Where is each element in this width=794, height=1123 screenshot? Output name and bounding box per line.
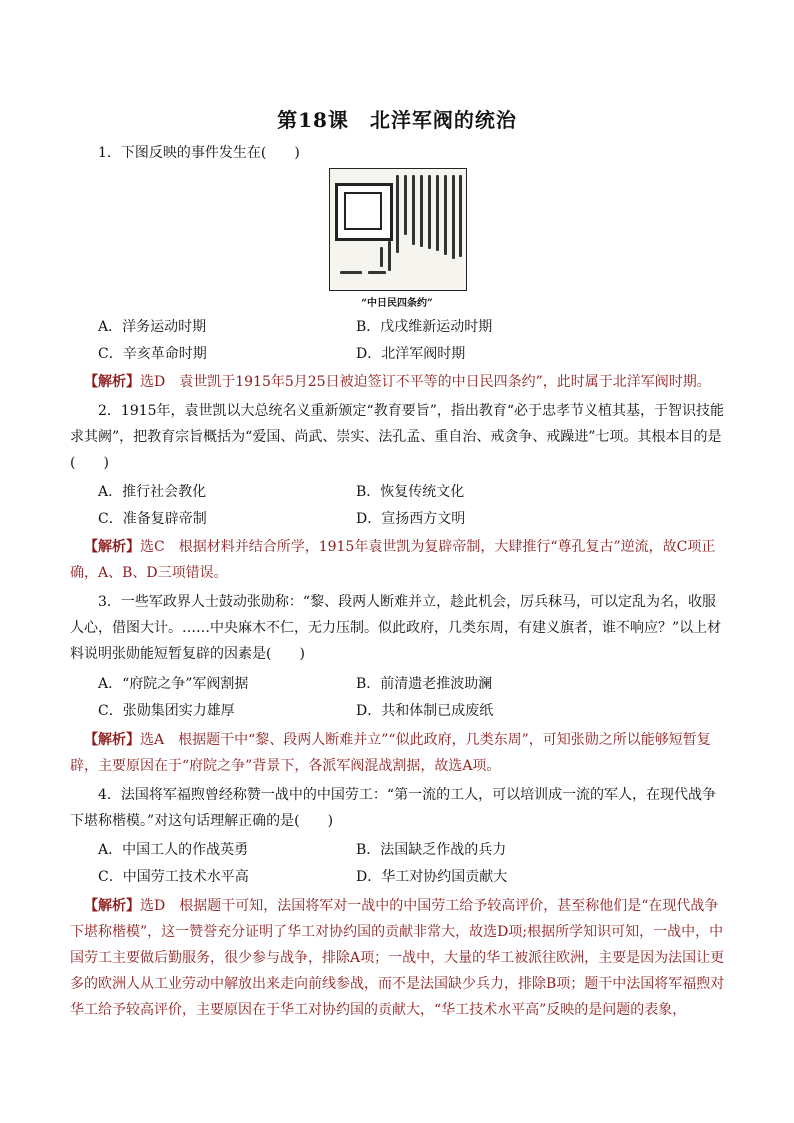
analysis-tag: 【解析】 [84,539,140,555]
analysis-tag: 【解析】 [84,732,140,748]
option-a: A．洋务运动时期 [98,319,207,335]
question-2-options [98,479,728,533]
option-d: D．北洋军阀时期 [356,346,466,362]
question-3-options [98,671,728,725]
treaty-document-image [329,168,467,291]
question-3-analysis [70,727,730,779]
question-1-options [98,314,728,368]
option-c: C．辛亥革命时期 [98,346,207,362]
option-c: C．张勋集团实力雄厚 [98,703,235,719]
option-d: D．华工对协约国贡献大 [356,869,508,885]
option-d: D．共和体制已成废纸 [356,703,494,719]
option-c: C．中国劳工技术水平高 [98,869,249,885]
analysis-text: 选D 袁世凯于1915年5月25日被迫签订不平等的中日民四条约”，此时属于北洋军阀时期。 [140,374,711,390]
analysis-tag: 【解析】 [84,374,140,390]
seal-stamp [335,183,393,241]
analysis-text: 选A 根据题干中“黎、段两人断难并立”“似此政府，几类东周”，可知张勋之所以能够短暂复辟，主要原因在于“府院之争”背景下，各派军阀混战割据，故选A项。 [70,732,711,774]
question-4-stem: 4．法国将军福煦曾经称赞一战中的中国劳工：“第一流的工人，可以培训成一流的军人，在现代战争下堪称楷模。”对这句话理解正确的是( ) [70,787,717,829]
option-b: B．法国缺乏作战的兵力 [356,842,507,858]
option-b: B．戊戌维新运动时期 [356,319,493,335]
question-1-analysis [70,369,730,395]
question-2-analysis [70,534,730,586]
option-c: C．准备复辟帝制 [98,511,207,527]
question-4-options [98,837,728,891]
analysis-text: 选C 根据材料并结合所学，1915年袁世凯为复辟帝制，大肆推行“尊孔复古”逆流，故C项正确，A、B、D三项错误。 [70,539,716,581]
question-2-stem: 2．1915年，袁世凯以大总统名义重新颁定“教育要旨”，指出教育“必于忠孝节义植其基，于智识技能求其阙”，把教育宗旨概括为“爱国、尚武、崇实、法孔孟、重自治、戒贪争、戒躁进”七项。其根本目的是( ) [70,403,725,471]
question-3-stem: 3．一些军政界人士鼓动张勋称：“黎、段两人断难并立，趁此机会，厉兵秣马，可以定乱为名，收服人心，借图大计。……中央麻木不仁，无力压制。似此政府，几类东周，有建义旗者，谁不响应？”以上材料说明张勋能短暂复辟的因素是( ) [70,594,722,662]
option-a: A．推行社会教化 [98,484,207,500]
option-b: B．恢复传统文化 [356,484,465,500]
option-b: B．前清遗老推波助澜 [356,676,493,692]
lesson-title: 第18课 北洋军阀的统治 [277,108,517,132]
option-a: A．中国工人的作战英勇 [98,842,249,858]
analysis-tag: 【解析】 [84,898,140,914]
question-1-stem: 1．下图反映的事件发生在( ) [98,145,300,161]
option-d: D．宣扬西方文明 [356,511,466,527]
analysis-text: 选D 根据题干可知，法国将军对一战中的中国劳工给予较高评价，甚至称他们是“在现代战争下堪称楷模”，这一赞誉充分证明了华工对协约国的贡献非常大，故选D项;根据所学知识可知，一战中，中国劳工主要做后勤服务，很少参与战争，排除A项；一战中，大量的华工被派往欧洲，主要是因为法国让更多的欧洲人从工业劳动中解放出来走向前线参战，而不是法国缺少兵力，排除B项；题干中法国将军福煦对华工给予较高评价，主要原因在于华工对协约国的贡献大，“华工技术水平高”反映的是问题的表象， [70,898,725,1018]
question-4-analysis [70,893,730,1023]
figure-caption: “中日民四条约” [361,298,433,309]
option-a: A．“府院之争”军阀割据 [98,676,249,692]
